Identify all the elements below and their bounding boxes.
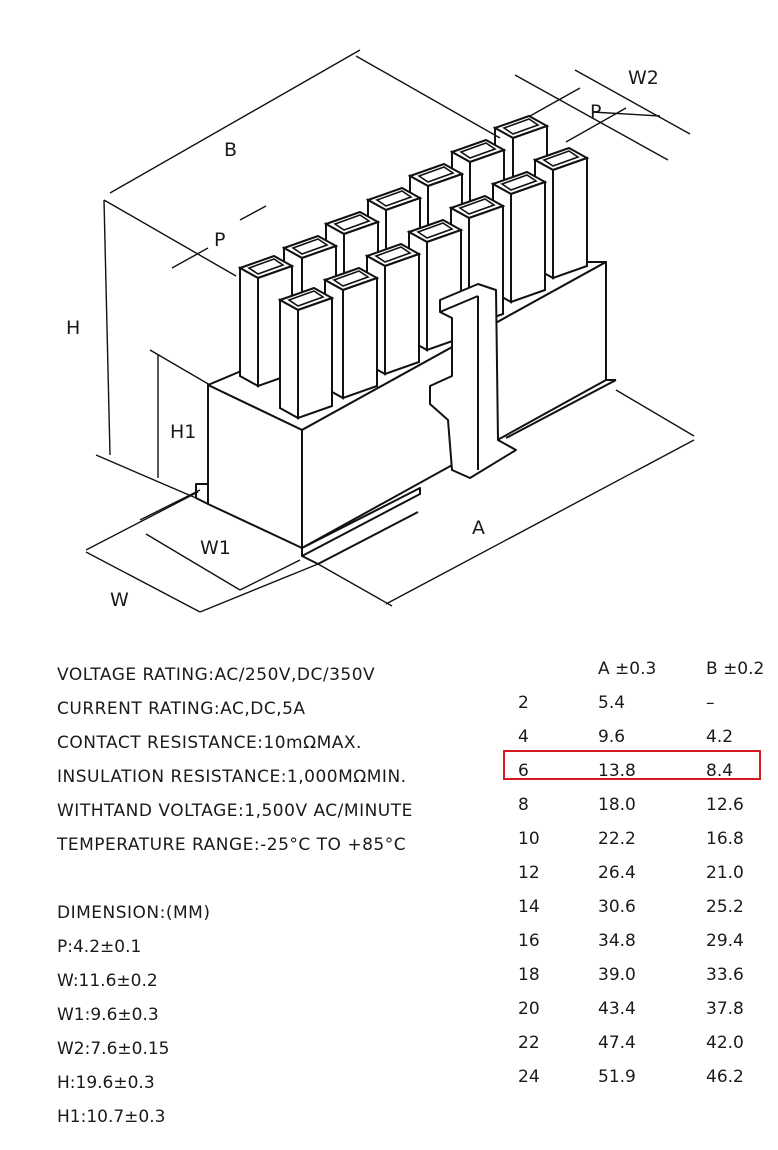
cell-b: 29.4: [706, 931, 744, 951]
label-w: W: [110, 589, 129, 611]
cell-positions: 8: [518, 795, 529, 815]
cell-b: 37.8: [706, 999, 744, 1019]
cell-a: 47.4: [598, 1033, 636, 1053]
label-a: A: [472, 517, 485, 539]
table-row: [510, 720, 774, 754]
cell-a: 18.0: [598, 795, 636, 815]
cell-b: 42.0: [706, 1033, 744, 1053]
cell-positions: 22: [518, 1033, 540, 1053]
cell-a: 22.2: [598, 829, 636, 849]
label-h1: H1: [170, 421, 197, 443]
table-row: [510, 958, 774, 992]
header-a: A ±0.3: [598, 659, 657, 679]
table-row: [510, 1060, 774, 1094]
label-h: H: [66, 317, 81, 339]
table-row: [510, 1026, 774, 1060]
label-w2: W2: [628, 67, 659, 89]
spec-withstand-voltage: WITHTAND VOLTAGE:1,500V AC/MINUTE: [57, 801, 413, 821]
table-row: [510, 856, 774, 890]
cell-a: 13.8: [598, 761, 636, 781]
dimension-list: [57, 896, 210, 1134]
cell-a: 43.4: [598, 999, 636, 1019]
cell-a: 30.6: [598, 897, 636, 917]
cell-a: 34.8: [598, 931, 636, 951]
spec-voltage-rating: VOLTAGE RATING:AC/250V,DC/350V: [57, 665, 376, 685]
highlight-box: [503, 750, 761, 780]
label-p-left: P: [214, 229, 226, 251]
cell-b: 21.0: [706, 863, 744, 883]
cell-positions: 20: [518, 999, 540, 1019]
cell-b: 16.8: [706, 829, 744, 849]
spec-temperature-range: TEMPERATURE RANGE:-25°C TO +85°C: [57, 835, 407, 855]
cell-positions: 12: [518, 863, 540, 883]
label-w1: W1: [200, 537, 231, 559]
table-row: [510, 890, 774, 924]
dimension-h1: H1:10.7±0.3: [57, 1107, 166, 1127]
size-table: [510, 652, 774, 1094]
cell-positions: 10: [518, 829, 540, 849]
header-positions: [510, 652, 598, 686]
table-row: [510, 686, 774, 720]
spec-contact-resistance: CONTACT RESISTANCE:10mΩMAX.: [57, 733, 362, 753]
cell-positions: 6: [518, 761, 529, 781]
cell-a: 9.6: [598, 727, 626, 747]
cell-a: 26.4: [598, 863, 636, 883]
dimension-w1: W1:9.6±0.3: [57, 1005, 159, 1025]
spec-insulation-resistance: INSULATION RESISTANCE:1,000MΩMIN.: [57, 767, 407, 787]
table-row: [510, 822, 774, 856]
cell-b: –: [706, 693, 715, 713]
header-b: B ±0.2: [706, 659, 765, 679]
table-row: [510, 924, 774, 958]
cell-b: 4.2: [706, 727, 734, 747]
cell-a: 51.9: [598, 1067, 636, 1087]
cell-b: 25.2: [706, 897, 744, 917]
cell-a: 39.0: [598, 965, 636, 985]
electrical-specifications: [57, 658, 413, 862]
table-row: [510, 992, 774, 1026]
cell-b: 12.6: [706, 795, 744, 815]
dimension-h: H:19.6±0.3: [57, 1073, 155, 1093]
spec-current-rating: CURRENT RATING:AC,DC,5A: [57, 699, 306, 719]
cell-positions: 24: [518, 1067, 540, 1087]
dimension-p: P:4.2±0.1: [57, 937, 142, 957]
cell-positions: 14: [518, 897, 540, 917]
cell-b: 8.4: [706, 761, 734, 781]
dimension-title: DIMENSION:(MM): [57, 903, 211, 923]
cell-positions: 18: [518, 965, 540, 985]
cell-positions: 2: [518, 693, 529, 713]
cell-positions: 4: [518, 727, 529, 747]
table-row: [510, 788, 774, 822]
cell-positions: 16: [518, 931, 540, 951]
cell-a: 5.4: [598, 693, 626, 713]
label-p-top: P: [590, 101, 602, 123]
cell-b: 33.6: [706, 965, 744, 985]
label-b: B: [224, 139, 238, 161]
dimension-w: W:11.6±0.2: [57, 971, 158, 991]
dimension-w2: W2:7.6±0.15: [57, 1039, 170, 1059]
table-header-row: [510, 652, 774, 686]
cell-b: 46.2: [706, 1067, 744, 1087]
